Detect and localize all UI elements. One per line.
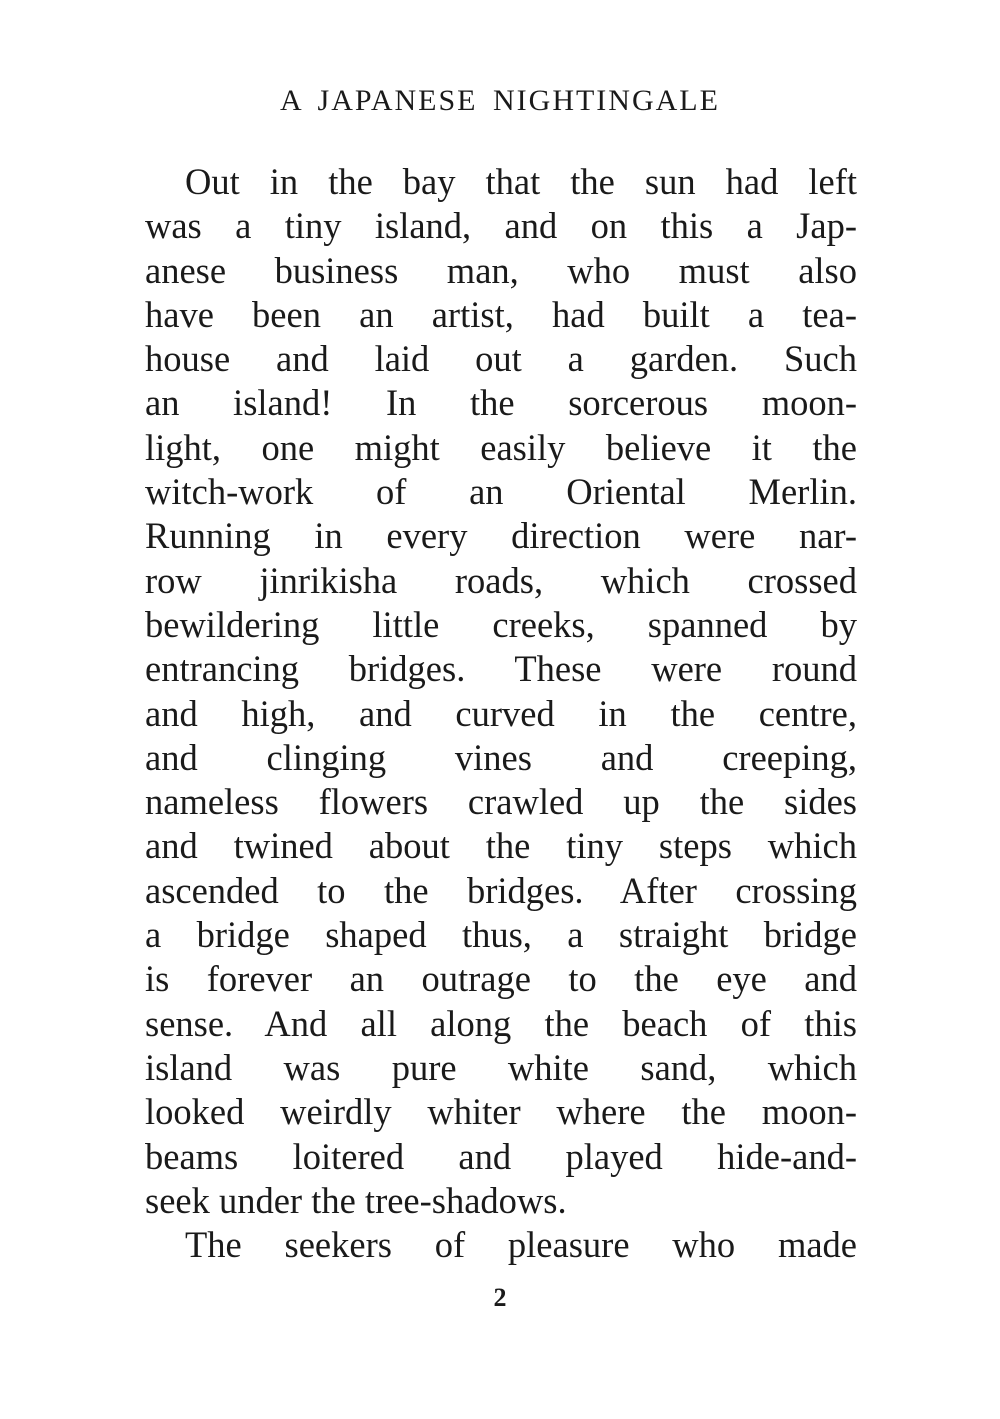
text-line-25: The seekers of pleasure who made xyxy=(185,1224,857,1266)
text-line-9: Running in every direction were nar- xyxy=(145,515,857,557)
text-line-4: have been an artist, had built a tea- xyxy=(145,293,857,335)
text-line-18: a bridge shaped thus, a straight bridge xyxy=(145,914,857,956)
body-text xyxy=(145,160,857,1267)
text-line-24: seek under the tree-shadows. xyxy=(145,1179,567,1221)
text-line-2: was a tiny island, and on this a Jap- xyxy=(145,205,857,247)
text-line-8: witch-work of an Oriental Merlin. xyxy=(145,471,857,513)
text-line-11: bewildering little creeks, spanned by xyxy=(145,603,857,645)
text-line-10: row jinrikisha roads, which crossed xyxy=(145,559,857,601)
text-line-22: looked weirdly whiter where the moon- xyxy=(145,1091,857,1133)
text-line-12: entrancing bridges. These were round xyxy=(145,648,857,690)
text-line-14: and clinging vines and creeping, xyxy=(145,736,857,778)
text-line-3: anese business man, who must also xyxy=(145,249,857,291)
running-head: A JAPANESE NIGHTINGALE xyxy=(280,84,720,117)
text-line-20: sense. And all along the beach of this xyxy=(145,1002,857,1044)
text-line-1: Out in the bay that the sun had left xyxy=(185,161,857,202)
text-line-16: and twined about the tiny steps which xyxy=(145,825,857,867)
text-line-19: is forever an outrage to the eye and xyxy=(145,958,857,1000)
text-line-21: island was pure white sand, which xyxy=(145,1046,857,1088)
text-line-15: nameless flowers crawled up the sides xyxy=(145,781,857,823)
text-line-6: an island! In the sorcerous moon- xyxy=(145,382,857,424)
text-line-17: ascended to the bridges. After crossing xyxy=(145,869,857,911)
text-line-23: beams loitered and played hide-and- xyxy=(145,1135,857,1177)
text-line-13: and high, and curved in the centre, xyxy=(145,692,857,734)
text-line-5: house and laid out a garden. Such xyxy=(145,338,857,380)
text-line-7: light, one might easily believe it the xyxy=(145,426,857,468)
page-number: 2 xyxy=(493,1283,507,1312)
